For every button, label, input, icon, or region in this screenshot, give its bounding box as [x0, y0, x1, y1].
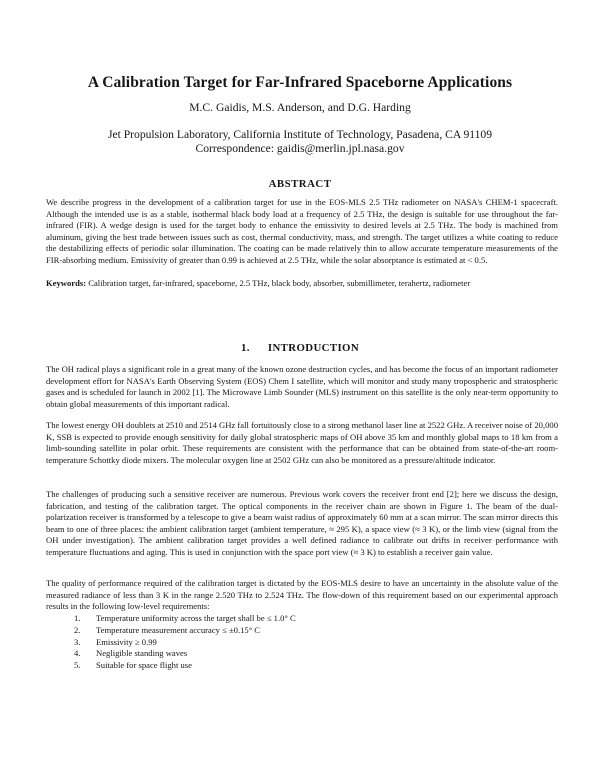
author-list: M.C. Gaidis, M.S. Anderson, and D.G. Harding: [189, 101, 411, 114]
keywords-line: [46, 278, 558, 290]
requirement-number: 3.: [74, 636, 81, 647]
requirement-item: [74, 660, 554, 672]
requirement-item: [74, 637, 554, 649]
requirement-number: 4.: [74, 648, 81, 659]
requirement-number: 5.: [74, 660, 81, 671]
intro-paragraph-3: The challenges of producing such a sensitive receiver are numerous. Previous work covers the receiver front end [2]; here we discuss the design, fabrication, and testing of the calibration target. The optical components in the receiver chain are shown in Figure 1. The beam of the dual-polarization receiver is transformed by a telescope to give a beam waist radius of approximately 60 mm at a scan mirror. The scan mirror directs this beam to one of three places: the ambient calibration target (ambient temperature, ≈ 295 K), a space view (≈ 3 K), or the limb view (signal from the OH under investigation). The ambient calibration target provides a well defined radiance to calibrate out drifts in receiver performance with temperature fluctuations and aging. This is used in conjunction with the space port view (≈ 3 K) to establish a receiver gain value.: [46, 489, 558, 557]
requirement-number: 2.: [74, 624, 81, 635]
intro-paragraph-4: The quality of performance required of the calibration target is dictated by the EOS-MLS desire to have an uncertainty in the absolute value of the measured radiance of less than 3 K in the range 2.520 THz to 2.524 THz. The flow-down of this requirement based on our experimental approach results in the following low-level requirements:: [46, 578, 558, 612]
requirement-text: Emissivity ≥ 0.99: [96, 636, 157, 647]
keywords-label: Keywords:: [46, 278, 87, 288]
abstract-body: We describe progress in the development of a calibration target for use in the EOS-MLS 2.5 THz radiometer on NASA's CHEM-1 spacecraft. Although the intended use is as a stable, isothermal black body load at a frequency of 2.5 THz, the design is suitable for use throughout the far-infrared (FIR). A wedge design is used for the target body to enhance the emissivity to desired levels at 2.5 THz. The body is machined from aluminum, giving the best trade between issues such as cost, thermal conductivity, mass, and strength. The target utilizes a white coating to reduce the destabilizing effects of periodic solar illumination. The coating can be made relatively thin to allow accurate temperature measurements of the FIR-absorbing medium. Emissivity of greater than 0.99 is achieved at 2.5 THz, while the solar absorptance is estimated at < 0.5.: [46, 197, 558, 265]
requirement-number: 1.: [74, 613, 81, 623]
correspondence-line: Correspondence: gaidis@merlin.jpl.nasa.gov: [195, 142, 405, 155]
requirement-text: Temperature uniformity across the target shall be ≤ 1.0° C: [96, 613, 296, 623]
requirement-item: [74, 648, 554, 660]
keywords-text: Calibration target, far-infrared, spaceborne, 2.5 THz, black body, absorber, submillimeter, terahertz, radiometer: [88, 278, 471, 288]
section-title: INTRODUCTION: [267, 342, 360, 354]
requirement-text: Suitable for space flight use: [96, 660, 192, 671]
intro-paragraph-1: The OH radical plays a significant role in a great many of the known ozone destruction cycles, and has become the focus of an important radiometer development effort for NASA's Earth Observing System (EOS) Chem I satellite, which will monitor and study many tropospheric and stratospheric gases and is scheduled for launch in 2002 [1]. The Microwave Limb Sounder (MLS) instrument on this satellite is the only near-term opportunity to obtain global measurements of this important radical.: [46, 364, 558, 409]
author-affiliation: Jet Propulsion Laboratory, California Institute of Technology, Pasadena, CA 91109: [107, 128, 493, 141]
requirement-text: Temperature measurement accuracy ≤ ±0.15° C: [96, 624, 261, 635]
abstract-heading: ABSTRACT: [268, 178, 332, 190]
intro-paragraph-2: The lowest energy OH doublets at 2510 and 2514 GHz fall fortuitously close to a strong methanol laser line at 2522 GHz. A receiver noise of 20,000 K, SSB is expected to provide enough sensitivity for daily global stratospheric maps of OH above 35 km and monthly global maps to 18 km from a limb-sounding satellite in polar orbit. These requirements are consistent with the performance that can be obtained from state-of-the-art room-temperature Schottky diode mixers. The molecular oxygen line at 2502 GHz can also be monitored as a pressure/altitude indicator.: [46, 420, 558, 465]
requirement-item: [74, 625, 554, 637]
requirement-item: [74, 613, 554, 625]
requirement-text: Negligible standing waves: [96, 648, 188, 659]
section-number: 1.: [240, 342, 250, 354]
requirements-list: [74, 613, 554, 672]
section-heading-introduction: [0, 342, 600, 354]
paper-title: A Calibration Target for Far-Infrared Spaceborne Applications: [87, 74, 513, 91]
